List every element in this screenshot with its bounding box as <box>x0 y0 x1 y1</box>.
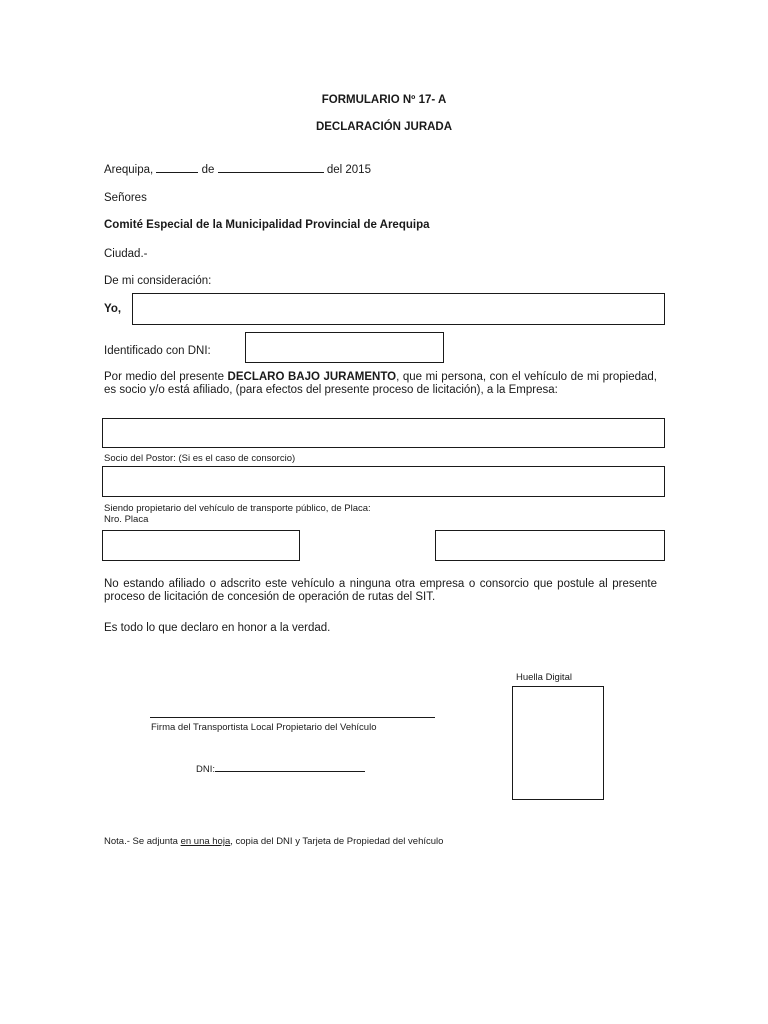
consideration-line: De mi consideración: <box>104 275 212 287</box>
signature-dni <box>196 762 365 775</box>
company-field[interactable] <box>102 418 665 448</box>
city-line: Ciudad.- <box>104 248 148 260</box>
declaration-suffix: , que mi persona, con el vehículo de mi propiedad, es socio y/o está afiliado, (para efectos del presente proceso de licitación), a la Empresa: <box>104 371 657 396</box>
committee-name: Comité Especial de la Municipalidad Provincial de Arequipa <box>104 219 430 231</box>
plate-field-1[interactable] <box>102 530 300 561</box>
note-prefix: Nota.- Se adjunta <box>104 836 181 847</box>
salutation: Señores <box>104 192 147 204</box>
note-suffix: , copia del DNI y Tarjeta de Propiedad del vehículo <box>230 836 444 847</box>
date-line <box>104 162 371 177</box>
partner-label: Socio del Postor: (Si es el caso de consorcio) <box>104 453 296 464</box>
partner-field[interactable] <box>102 466 665 497</box>
note-underlined: en una hoja <box>180 836 231 847</box>
form-title: DECLARACIÓN JURADA <box>315 121 453 133</box>
plate-label: Nro. Placa <box>104 514 149 525</box>
declaration-paragraph <box>104 371 657 397</box>
signature-dni-label: DNI: <box>196 764 215 775</box>
plate-field-2[interactable] <box>435 530 665 561</box>
declaration-bold: DECLARO BAJO JURAMENTO <box>227 371 397 383</box>
owner-label: Siendo propietario del vehículo de transporte público, de Placa: <box>104 503 371 514</box>
name-field[interactable] <box>132 293 665 325</box>
date-de: de <box>201 164 215 176</box>
attachment-note <box>104 836 443 847</box>
signature-line[interactable] <box>150 717 435 718</box>
date-city: Arequipa, <box>104 164 154 176</box>
fingerprint-box[interactable] <box>512 686 604 800</box>
honor-statement: Es todo lo que declaro en honor a la verdad. <box>104 622 331 634</box>
signature-dni-blank[interactable] <box>215 762 365 772</box>
yo-label: Yo, <box>104 303 122 315</box>
not-affiliated-statement: No estando afiliado o adscrito este vehículo a ninguna otra empresa o consorcio que postule al presente proceso de licitación de concesión de operación de rutas del SIT. <box>104 578 657 603</box>
fingerprint-label: Huella Digital <box>516 672 572 683</box>
month-blank[interactable] <box>218 162 324 173</box>
date-year: del 2015 <box>326 164 371 176</box>
dni-field[interactable] <box>245 332 444 363</box>
declaration-prefix: Por medio del presente <box>104 371 228 383</box>
form-number: FORMULARIO Nº 17- A <box>321 94 447 106</box>
signature-caption: Firma del Transportista Local Propietario del Vehículo <box>151 722 377 733</box>
day-blank[interactable] <box>156 162 198 173</box>
dni-label: Identificado con DNI: <box>104 345 211 357</box>
